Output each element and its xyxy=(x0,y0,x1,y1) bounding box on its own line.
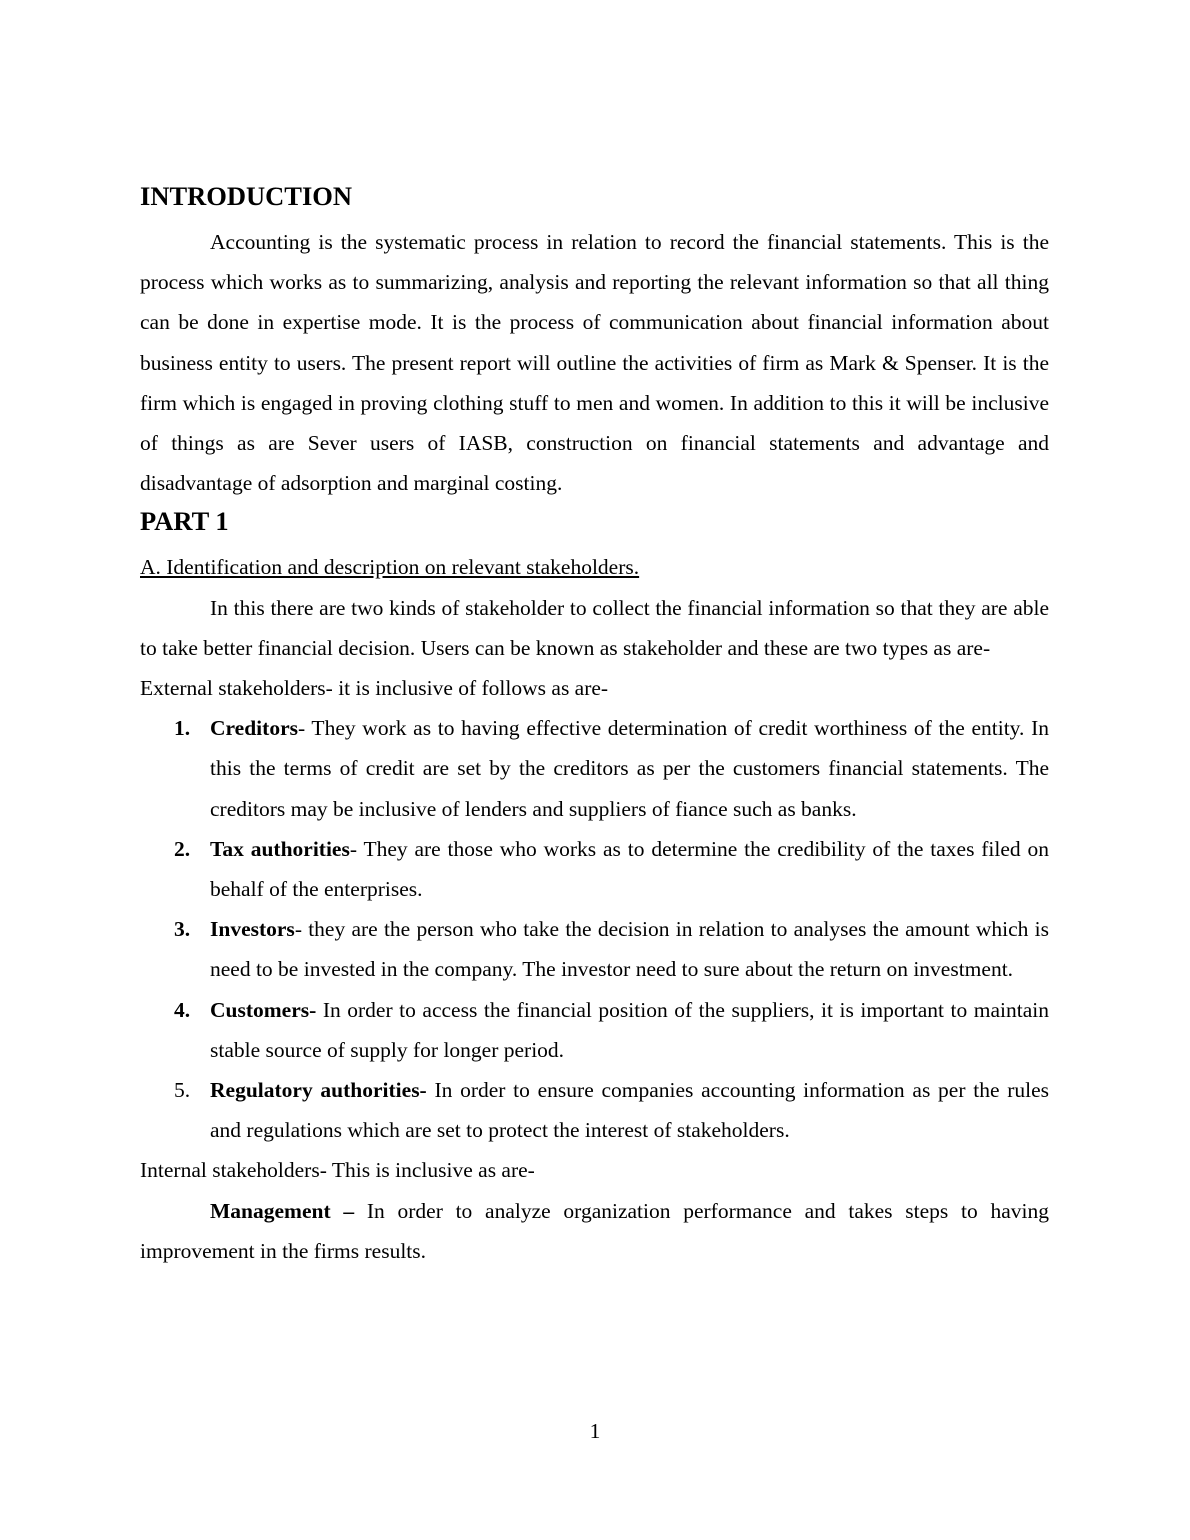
intro-paragraph: Accounting is the systematic process in relation to record the financial statements. This is the process which works as to summarizing, analysis and reporting the relevant information so that all thing can be done in expertise mode. It is the process of communication about financial information about business entity to users. The present report will outline the activities of firm as Mark & Spenser. It is the firm which is engaged in proving clothing stuff to men and women. In addition to this it will be inclusive of things as are Sever users of IASB, construction on financial statements and advantage and disadvantage of adsorption and marginal costing. xyxy=(140,230,1049,496)
list-item xyxy=(140,829,1049,909)
list-item-text: In order to access the financial position of the suppliers, it is important to maintain stable source of supply for longer period. xyxy=(210,997,1049,1062)
list-item-term: Regulatory authorities- xyxy=(210,1078,427,1103)
external-stakeholders-label: External stakeholders- it is inclusive of follows as are- xyxy=(140,676,609,701)
list-item-text: In order to ensure companies accounting information as per the rules and regulations which are set to protect the interest of stakeholders. xyxy=(210,1078,1049,1143)
list-item-number: 4. xyxy=(174,997,191,1022)
list-item-text: - they are the person who take the decision in relation to analyses the amount which is need to be invested in the company. The investor need to sure about the return on investment. xyxy=(210,917,1049,982)
intro-heading: INTRODUCTION xyxy=(140,181,353,211)
external-stakeholders-list xyxy=(140,708,1049,1150)
list-item xyxy=(140,708,1049,829)
list-item xyxy=(140,990,1049,1070)
management-term: Management – xyxy=(210,1198,355,1223)
list-item-text: - They are those who works as to determine the credibility of the taxes filed on behalf of the enterprises. xyxy=(210,836,1050,902)
list-item-number: 3. xyxy=(174,917,191,942)
list-item-number: 2. xyxy=(174,836,191,861)
list-item-number: 1. xyxy=(174,716,191,741)
page-number: 1 xyxy=(589,1419,601,1443)
list-item-text: - They work as to having effective determination of credit worthiness of the entity. In this the terms of credit are set by the creditors as per the customers financial statements. The creditors may be inclusive of lenders and suppliers of fiance such as banks. xyxy=(210,716,1049,821)
page-content xyxy=(140,178,1049,1271)
list-item-term: Investors xyxy=(210,917,295,942)
management-paragraph xyxy=(140,1191,1049,1271)
list-item-term: Tax authorities xyxy=(210,836,350,861)
list-item-term: Customers- xyxy=(210,997,317,1022)
list-item xyxy=(140,909,1049,989)
internal-stakeholders-label: Internal stakeholders- This is inclusive as are- xyxy=(140,1158,535,1183)
stakeholders-paragraph: In this there are two kinds of stakeholder to collect the financial information so that they are able to take better financial decision. Users can be known as stakeholder and these are two types as are- xyxy=(140,595,1049,660)
list-item-number: 5. xyxy=(174,1078,191,1103)
management-text: In order to analyze organization performance and takes steps to having improvement in the firms results. xyxy=(140,1198,1049,1263)
list-item xyxy=(140,1070,1049,1150)
part1-heading: PART 1 xyxy=(140,506,229,537)
stakeholders-subheading: A. Identification and description on relevant stakeholders. xyxy=(140,555,640,580)
list-item-term: Creditors xyxy=(210,716,298,741)
